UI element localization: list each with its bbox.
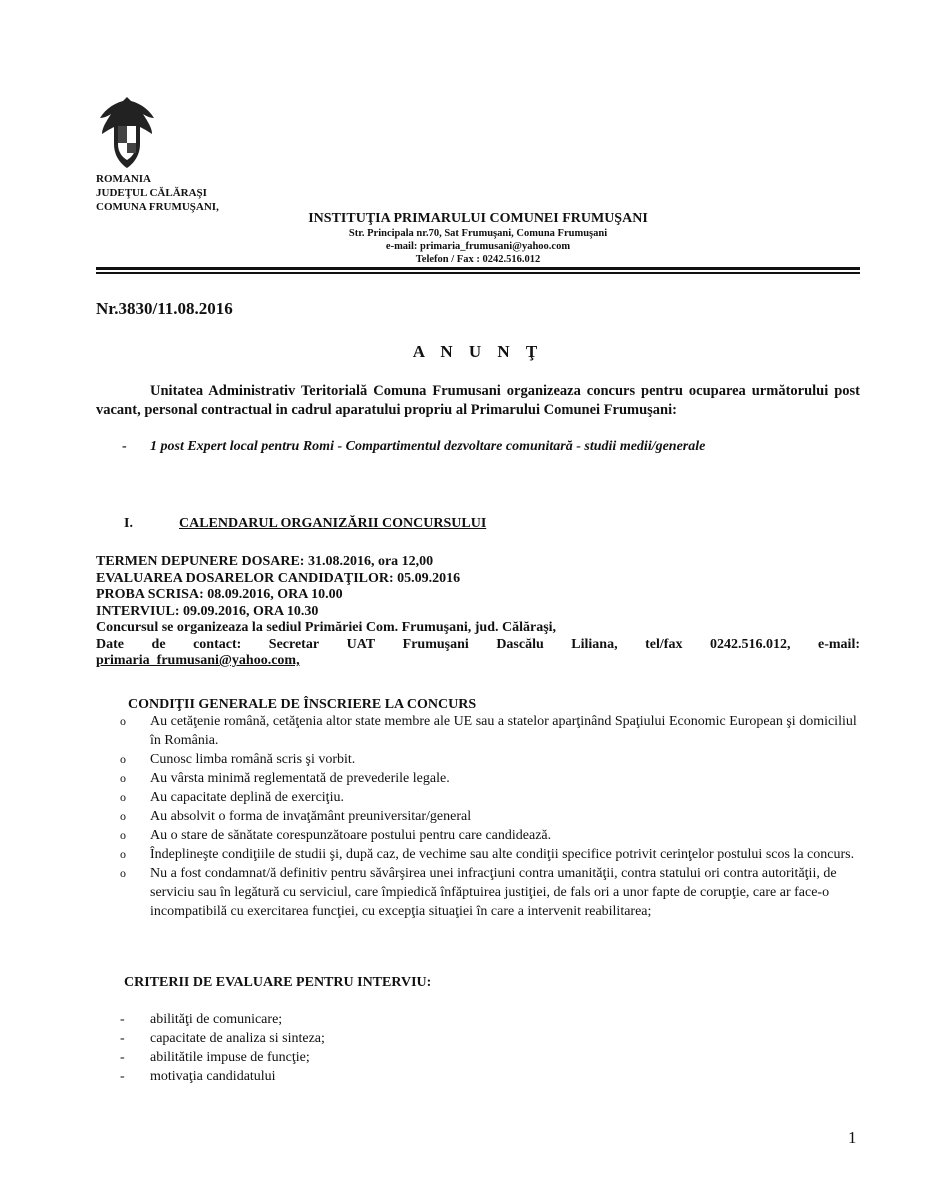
bullet-icon: o bbox=[120, 714, 126, 728]
document-title: A N U N Ţ bbox=[412, 342, 544, 361]
intro-paragraph: Unitatea Administrativ Teritorială Comuna Frumusani organizeaza concurs pentru ocuparea următorului post vacant, personal contractual in cadrul aparatului propriu al Primarului Comunei Frumuşani: bbox=[96, 383, 860, 418]
criteria-heading: CRITERII DE EVALUARE PENTRU INTERVIU: bbox=[124, 975, 432, 990]
evaluation-line: EVALUAREA DOSARELOR CANDIDAŢILOR: 05.09.2016 bbox=[96, 570, 461, 586]
list-item bbox=[96, 1048, 860, 1067]
bullet-icon: o bbox=[120, 752, 126, 766]
institution-email: e-mail: primaria_frumusani@yahoo.com bbox=[385, 241, 571, 252]
header-divider-thin bbox=[96, 272, 860, 274]
dash-bullet: - bbox=[120, 1031, 125, 1046]
section-title: CALENDARUL ORGANIZĂRII CONCURSULUI bbox=[179, 516, 487, 531]
dash-bullet: - bbox=[120, 1050, 125, 1065]
county-label: JUDEŢUL CĂLĂRAŞI bbox=[96, 187, 207, 199]
section-heading-calendar bbox=[124, 516, 486, 532]
location-line: Concursul se organizeaza la sediul Primăriei Com. Frumuşani, jud. Călăraşi, bbox=[96, 620, 557, 635]
list-item bbox=[96, 712, 860, 750]
condition-text: Au cetăţenie română, cetăţenia altor state membre ale UE sau a statelor aparţinând Spaţiului Economic European şi domiciliul în România. bbox=[150, 714, 857, 748]
contact-word: Date bbox=[96, 636, 124, 652]
dash-bullet: - bbox=[120, 1012, 125, 1027]
contact-word: 0242.516.012, bbox=[709, 636, 791, 652]
deadline-line: TERMEN DEPUNERE DOSARE: 31.08.2016, ora 12,00 bbox=[96, 554, 434, 569]
list-item bbox=[96, 1029, 860, 1048]
header-divider-thick bbox=[96, 267, 860, 270]
conditions-list bbox=[96, 712, 860, 921]
section-number: I. bbox=[124, 516, 133, 531]
list-item bbox=[96, 826, 860, 845]
bullet-icon: o bbox=[120, 809, 126, 823]
condition-text: Au o stare de sănătate corespunzătoare postului pentru care candidează. bbox=[150, 828, 552, 843]
page-number: 1 bbox=[848, 1128, 857, 1147]
contact-word: e-mail: bbox=[818, 636, 860, 652]
criterion-text: motivaţia candidatului bbox=[150, 1069, 276, 1084]
condition-text: Au absolvit o forma de invaţământ preuniversitar/general bbox=[150, 809, 472, 824]
country-label: ROMANIA bbox=[96, 173, 151, 185]
criterion-text: abilităţi de comunicare; bbox=[150, 1012, 283, 1027]
contact-word: tel/fax bbox=[645, 636, 683, 652]
bullet-icon: o bbox=[120, 771, 126, 785]
criterion-text: capacitate de analiza si sinteza; bbox=[150, 1031, 325, 1046]
condition-text: Îndeplineşte condiţiile de studii şi, după caz, de vechime sau alte condiţii specifice potrivit cerinţelor postului scos la concurs. bbox=[150, 847, 855, 862]
contact-word: Secretar bbox=[268, 636, 320, 652]
list-item bbox=[96, 807, 860, 826]
condition-text: Cunosc limba română scris şi vorbit. bbox=[150, 752, 356, 767]
contact-line bbox=[96, 637, 860, 654]
criteria-list bbox=[96, 1010, 860, 1086]
bullet-icon: o bbox=[120, 790, 126, 804]
commune-label: COMUNA FRUMUŞANI, bbox=[96, 201, 219, 213]
contact-email-link[interactable]: primaria_frumusani@yahoo.com, bbox=[96, 653, 300, 668]
criterion-text: abilitătile impuse de funcţie; bbox=[150, 1050, 310, 1065]
list-item bbox=[96, 769, 860, 788]
institution-header bbox=[96, 210, 860, 266]
contact-word: Dascălu bbox=[496, 636, 544, 652]
coat-of-arms-logo bbox=[96, 96, 158, 170]
contact-word: Liliana, bbox=[571, 636, 618, 652]
list-item bbox=[96, 1010, 860, 1029]
condition-text: Au vârsta minimă reglementată de prevederile legale. bbox=[150, 771, 450, 786]
conditions-heading: CONDIŢII GENERALE DE ÎNSCRIERE LA CONCURS bbox=[128, 697, 477, 712]
contact-word: Frumuşani bbox=[402, 636, 469, 652]
contact-word: de bbox=[151, 636, 166, 652]
list-item bbox=[96, 864, 860, 921]
issuer-block bbox=[96, 172, 219, 214]
bullet-icon: o bbox=[120, 828, 126, 842]
list-item bbox=[96, 788, 860, 807]
post-text: 1 post Expert local pentru Romi - Compartimentul dezvoltare comunitară - studii medii/generale bbox=[150, 439, 706, 454]
institution-address: Str. Principala nr.70, Sat Frumuşani, Comuna Frumuşani bbox=[348, 228, 608, 239]
written-test-line: PROBA SCRISA: 08.09.2016, ORA 10.00 bbox=[96, 587, 343, 602]
interview-line: INTERVIUL: 09.09.2016, ORA 10.30 bbox=[96, 603, 319, 619]
list-item bbox=[96, 845, 860, 864]
institution-name: INSTITUŢIA PRIMARULUI COMUNEI FRUMUŞANI bbox=[308, 211, 648, 226]
post-item bbox=[96, 438, 860, 456]
condition-text: Nu a fost condamnat/ă definitiv pentru săvârşirea unei infracţiuni contra umanităţii, contra statului ori contra autorităţii, de serviciu sau în legătură cu serviciul, care împiedică înfăptuirea justiţiei, de fals ori a unor fapte de corupţie, care ar face-o incompatibilă cu exercitarea funcţiei, cu excepţia situaţiei în care a intervenit reabilitarea; bbox=[150, 866, 837, 919]
post-dash: - bbox=[122, 439, 127, 454]
contact-word: contact: bbox=[193, 636, 242, 652]
contact-word: UAT bbox=[346, 636, 376, 652]
calendar-block bbox=[96, 554, 860, 670]
bullet-icon: o bbox=[120, 866, 126, 880]
document-number: Nr.3830/11.08.2016 bbox=[96, 299, 233, 318]
condition-text: Au capacitate deplină de exerciţiu. bbox=[150, 790, 344, 805]
list-item bbox=[96, 1067, 860, 1086]
dash-bullet: - bbox=[120, 1069, 125, 1084]
institution-phone: Telefon / Fax : 0242.516.012 bbox=[415, 254, 541, 265]
list-item bbox=[96, 750, 860, 769]
bullet-icon: o bbox=[120, 847, 126, 861]
